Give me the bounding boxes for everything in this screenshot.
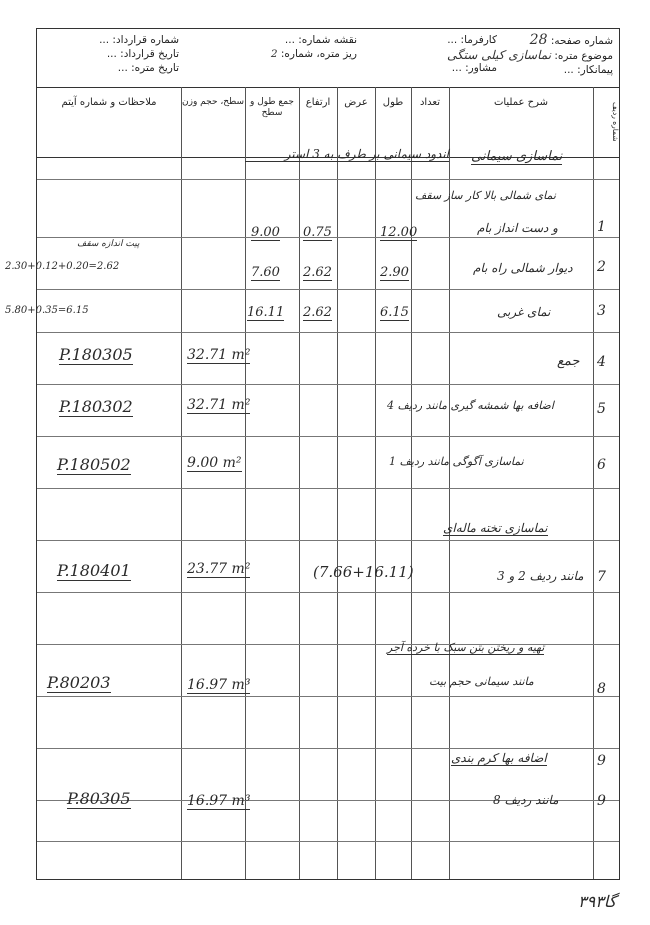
- grid-hline: [37, 289, 619, 290]
- grid-vline: [449, 87, 450, 879]
- row9-title: اضافه بها کرم بندی: [451, 751, 547, 765]
- contractor-line: پیمانکار: ...: [563, 64, 613, 76]
- header-col-left: [99, 33, 179, 75]
- row-number: 2: [597, 259, 606, 275]
- section-title-lightweight: تهیه و ریختن بتن سبک با خرده آجر: [387, 641, 545, 654]
- row7-value: 23.77 m²: [187, 561, 251, 577]
- row1-length: 12.00: [380, 225, 418, 240]
- contract-number-line: شماره قرارداد: ...: [99, 34, 179, 46]
- consultant-line: مشاور: ...: [451, 62, 497, 74]
- row2-length: 2.90: [380, 265, 409, 280]
- page-number-value: 28: [529, 32, 548, 48]
- row7-description: مانند ردیف 2 و 3: [497, 569, 584, 583]
- calc-line-1: 2.30+0.12+0.20=2.62: [5, 261, 120, 272]
- sub-metre-line: ریز متره، شماره: 2: [270, 48, 357, 60]
- row4-description: جمع: [557, 354, 580, 369]
- header-col-mid-right: [447, 33, 497, 75]
- subject-value: نماسازی کیلی ستگی: [446, 48, 552, 62]
- row2-description: دیوار شمالی راه بام: [473, 261, 573, 275]
- col-length: طول: [382, 97, 404, 108]
- col-width: عرض: [344, 97, 368, 108]
- sheet-header: [37, 29, 619, 88]
- grid-vline: [181, 87, 182, 879]
- row4-item: P.180305: [59, 345, 133, 364]
- grid-hline: [37, 384, 619, 385]
- row3-length: 6.15: [380, 305, 409, 320]
- row1-height: 0.75: [303, 225, 332, 240]
- row-number: 9: [597, 793, 606, 809]
- grid-hline: [37, 488, 619, 489]
- grid-hline: [37, 696, 619, 697]
- row6-description: نماسازی آگوگی مانند ردیف 1: [389, 455, 524, 468]
- row8-item: P.80203: [47, 673, 111, 692]
- metre-sheet: [5, 28, 620, 880]
- row6-value: 9.00 m²: [187, 455, 242, 471]
- col-total-length-area: جمع طول و سطح: [250, 97, 294, 118]
- row1-description: و دست انداز بام: [477, 221, 558, 235]
- north-facade-label: نمای شمالی بالا کار ساز سقف: [415, 189, 556, 202]
- col-row-number: شماره ردیف: [611, 102, 620, 142]
- section-title-float: نماسازی تخته ماله‌ای: [443, 521, 548, 535]
- footer-signature: گا۳۹۳: [578, 892, 617, 911]
- row-number: 9: [597, 753, 606, 769]
- row9-value: 16.97 m³: [187, 793, 251, 809]
- row-number: 1: [597, 219, 606, 235]
- row8-description: مانند سیمانی حجم بیت: [429, 675, 534, 688]
- row5-value: 32.71 m²: [187, 397, 251, 413]
- grid-vline: [245, 87, 246, 879]
- row3-height: 2.62: [303, 305, 332, 320]
- grid-hline: [37, 332, 619, 333]
- col-description: شرح عملیات: [493, 97, 549, 108]
- row1-total: 9.00: [251, 225, 280, 240]
- grid-hline: [37, 841, 619, 842]
- grid-vline: [411, 87, 412, 879]
- grid-vline: [337, 87, 338, 879]
- row9-item: P.80305: [67, 789, 131, 808]
- calc-line-2: 5.80+0.35=6.15: [5, 305, 89, 316]
- col-notes-item: ملاحظات و شماره آیتم: [61, 97, 157, 108]
- grid-hline: [37, 592, 619, 593]
- header-col-mid: [271, 33, 357, 61]
- col-height: ارتفاع: [305, 97, 331, 108]
- row2-total: 7.60: [251, 265, 280, 280]
- row-number: 5: [597, 401, 606, 417]
- grid-hline: [37, 748, 619, 749]
- row7-item: P.180401: [57, 561, 131, 580]
- row-number: 6: [597, 457, 606, 473]
- grid-hline: [37, 540, 619, 541]
- row-number: 8: [597, 681, 606, 697]
- note-top: پیت اندازه سقف: [77, 239, 140, 249]
- row5-item: P.180302: [59, 397, 133, 416]
- row-number: 7: [597, 569, 606, 585]
- grid-hline: [37, 179, 619, 180]
- page-number-line: شماره صفحه: 28: [529, 32, 613, 48]
- subject-line: موضوع متره: نماسازی کیلی ستگی: [446, 48, 613, 62]
- row8-value: 16.97 m³: [187, 677, 251, 693]
- row9-description: مانند ردیف 8: [493, 793, 559, 807]
- row4-value: 32.71 m²: [187, 347, 251, 363]
- row3-description: نمای غربی: [497, 305, 551, 319]
- contract-date-line: تاریخ قرارداد: ...: [106, 48, 179, 60]
- row5-description: اضافه بها شمشه گیری مانند ردیف 4: [387, 399, 554, 412]
- col-area-volume-weight: سطح، حجم وزن: [181, 97, 245, 107]
- section-title-cement: نماسازی سیمانی: [471, 149, 563, 164]
- row6-item: P.180502: [57, 455, 131, 474]
- row2-height: 2.62: [303, 265, 332, 280]
- metre-date-line: تاریخ متره: ...: [117, 62, 179, 74]
- map-number-line: نقشه شماره: ...: [284, 34, 357, 46]
- grid-vline: [375, 87, 376, 879]
- row3-total: 16.11: [247, 305, 285, 320]
- employer-line: کارفرما: ...: [447, 34, 497, 46]
- grid-hline: [37, 436, 619, 437]
- row-number: 4: [597, 354, 606, 370]
- grid-vline: [593, 87, 594, 879]
- row7-calc: (7.66+16.11): [313, 563, 414, 581]
- col-count: تعداد: [419, 97, 441, 108]
- row-number: 3: [597, 303, 606, 319]
- grid-vline: [299, 87, 300, 879]
- section-title-note: اندود سیمانی بر طرف به 3 استر: [245, 147, 449, 162]
